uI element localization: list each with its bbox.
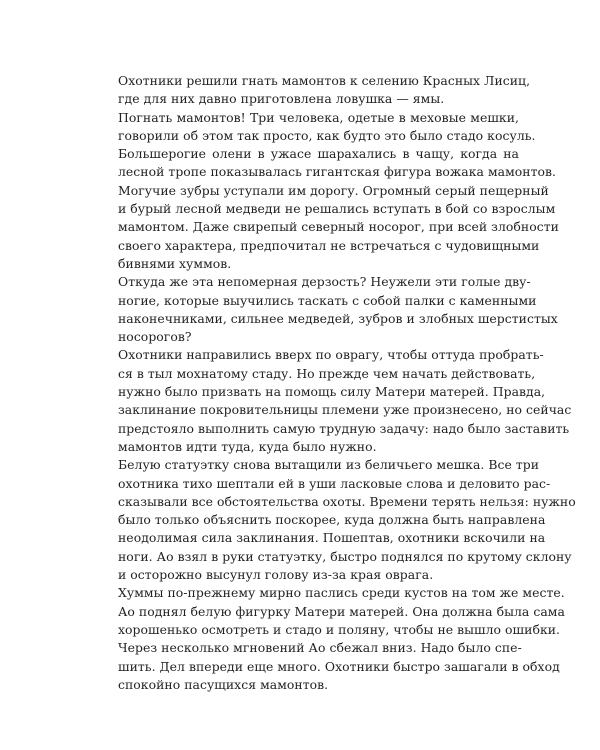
text-line: заклинание покровительницы племени уже произнесено, но сейчас <box>118 402 572 418</box>
text-line: говорили об этом так просто, как будто это было стадо косуль. <box>118 127 536 143</box>
text-line: было только объяснить поскорее, куда должна быть направлена <box>118 512 546 528</box>
text-line: хорошенько осмотреть и стадо и поляну, чтобы не вышло ошибки. <box>118 621 561 637</box>
text-line: Откуда же эта непомерная дерзость? Неужели эти голые дву- <box>118 274 531 290</box>
paragraph <box>118 584 565 639</box>
text-line: Через несколько мгновений Ао сбежал вниз. Надо было спе- <box>118 640 522 656</box>
text-line: ноги. Ао взял в руки статуэтку, быстро поднялся по крутому склону <box>118 548 572 564</box>
text-line: бивнями хуммов. <box>118 255 232 271</box>
text-line: Охотники решили гнать мамонтов к селению Красных Лисиц, <box>118 73 531 88</box>
text-line: сказывали все обстоятельства охоты. Времени терять нельзя: нужно <box>118 493 576 509</box>
text-line: ся в тыл мохнатому стаду. Но прежде чем начать действовать, <box>118 365 536 381</box>
text-line: и бурый лесной медведи не решались вступать в бой со взрослым <box>118 201 556 217</box>
text-line: неодолимая сила заклинания. Пошептав, охотники вскочили на <box>118 530 546 546</box>
text-line: мамонтов идти туда, куда было нужно. <box>118 438 377 454</box>
text-line: предстояло выполнить самую трудную задачу: надо было заставить <box>118 420 570 436</box>
text-line: ногие, которые выучились таскать с собой палки с каменными <box>118 292 537 308</box>
text-line: нужно было призвать на помощь силу Матери матерей. Правда, <box>118 384 546 400</box>
text-line: Охотники направились вверх по оврагу, чтобы оттуда пробрать- <box>118 347 544 363</box>
paragraph <box>118 639 560 694</box>
paragraph <box>118 346 572 456</box>
text-line: носорогов? <box>118 329 192 345</box>
paragraph <box>118 273 558 346</box>
text-line: охотника тихо шептали ей в уши ласковые слова и деловито рас- <box>118 475 551 491</box>
text-line: спокойно пасущихся мамонтов. <box>118 676 329 692</box>
paragraph <box>118 109 536 146</box>
text-line: мамонтом. Даже свирепый северный носорог, при всей злобности <box>118 219 559 235</box>
text-line: и осторожно высунул голову из-за края оврага. <box>118 567 434 583</box>
text-line: Погнать мамонтов! Три человека, одетые в меховые мешки, <box>118 109 519 125</box>
text-line: где для них давно приготовлена ловушка — ямы. <box>118 91 445 107</box>
text-line: шить. Дел впереди еще много. Охотники быстро зашагали в обход <box>118 658 560 674</box>
body-text <box>118 72 576 694</box>
text-line: наконечниками, сильнее медведей, зубров и злобных шерстистых <box>118 310 558 326</box>
paragraph <box>118 72 531 109</box>
paragraph <box>118 456 576 584</box>
text-line: лесной тропе показывалась гигантская фигура вожака мамонтов. <box>118 164 557 180</box>
text-line: Большерогие олени в ужасе шарахались в чащу, когда на <box>118 146 519 162</box>
paragraph <box>118 145 559 273</box>
text-line: Могучие зубры уступали им дорогу. Огромный серый пещерный <box>118 182 549 198</box>
text-line: Хуммы по-прежнему мирно паслись среди кустов на том же месте. <box>118 585 565 601</box>
text-line: Ао поднял белую фигурку Матери матерей. Она должна была сама <box>118 603 565 619</box>
text-line: своего характера, предпочитал не встречаться с чудовищными <box>118 237 540 253</box>
text-line: Белую статуэтку снова вытащили из беличьего мешка. Все три <box>118 457 540 473</box>
